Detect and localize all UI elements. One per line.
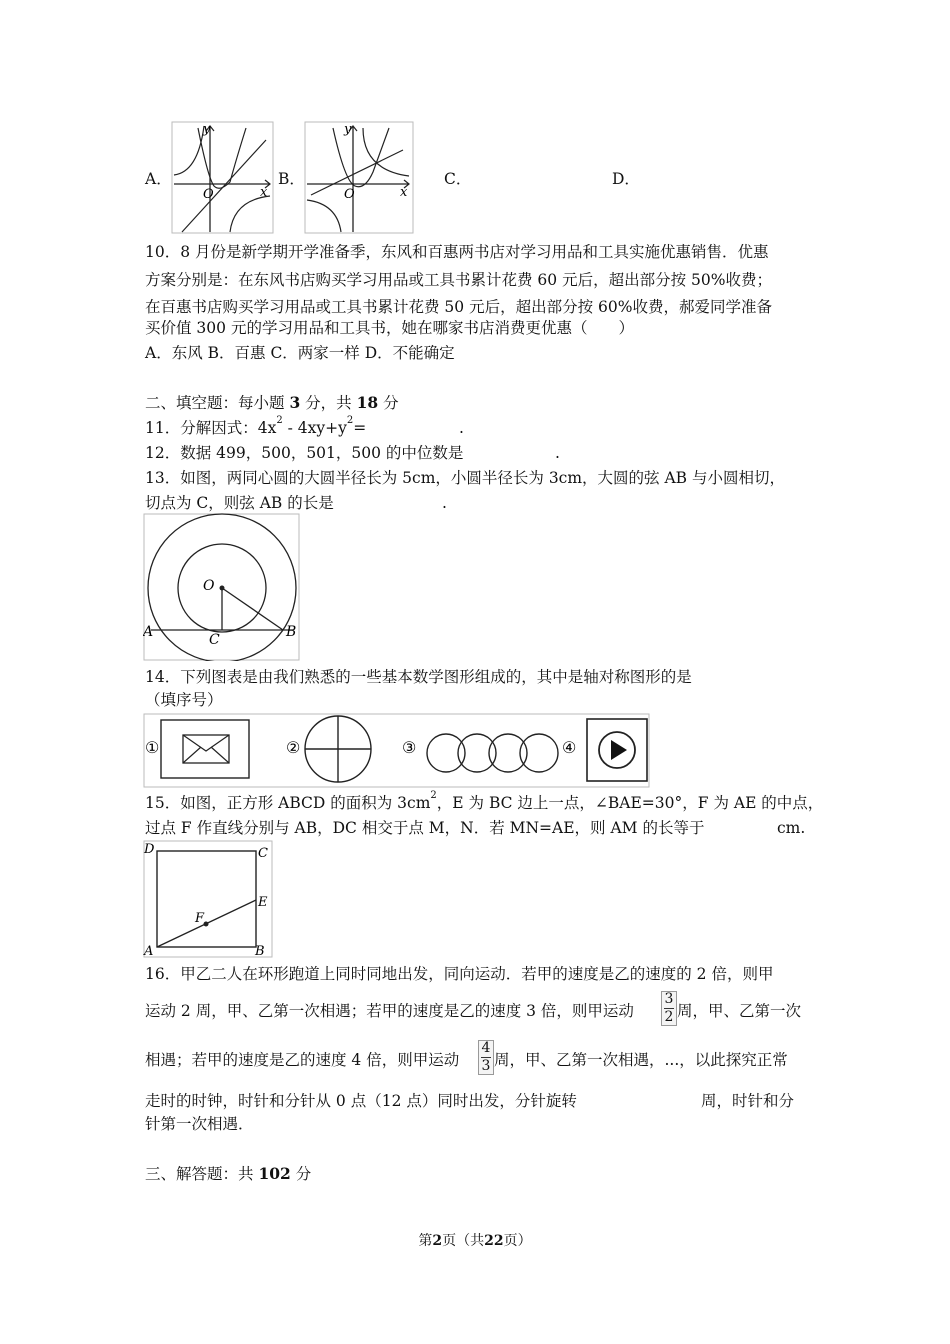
q10-line-1: 10．8 月份是新学期开学准备季，东风和百惠两书店对学习用品和工具实施优惠销售．优惠 xyxy=(145,243,769,261)
q16-line-2-post: 周，甲、乙第一次 xyxy=(677,1002,802,1020)
q16-line-3-post: 周，甲、乙第一次相遇，...，以此探究正常 xyxy=(494,1051,788,1069)
q13-label-b: B xyxy=(286,624,297,640)
q14-label-1: ① xyxy=(145,738,160,757)
q15-line-2: 过点 F 作直线分别与 AB，DC 相交于点 M，N．若 MN=AE，则 AM 的长等于 xyxy=(145,819,705,837)
section-2-heading: 二、填空题：每小题 3 分，共 18 分 xyxy=(145,393,399,412)
q11-text: 11．分解因式：$4x^2 - 4xy+y^2=$ xyxy=(145,415,367,437)
q16-line-4-pre: 走时的时钟，时针和分针从 0 点（12 点）同时出发，分针旋转 xyxy=(145,1092,577,1110)
q10-line-4: 买价值 300 元的学习用品和工具书，她在哪家书店消费更优惠（ ） xyxy=(145,319,634,337)
option-a-label: A． xyxy=(145,170,172,188)
q15-label-b: B xyxy=(255,944,265,958)
q13-end: . xyxy=(442,494,447,512)
q12-text: 12．数据 499，500，501，500 的中位数是 xyxy=(145,444,464,462)
q14-label-2: ② xyxy=(286,738,301,757)
graph-b-o: O xyxy=(344,187,355,202)
q14-label-3: ③ xyxy=(402,738,417,757)
four-rings-icon xyxy=(427,734,558,772)
graph-b-figure xyxy=(303,120,415,235)
q15-label-e: E xyxy=(258,895,268,910)
option-d-label: D． xyxy=(612,170,640,188)
graph-a-x: x xyxy=(260,185,268,200)
q14-line-1: 14．下列图表是由我们熟悉的一些基本数学图形组成的，其中是轴对称图形的是 xyxy=(145,668,692,686)
q16-line-1: 16．甲乙二人在环形跑道上同时同地出发，同向运动．若甲的速度是乙的速度的 2 倍，则甲 xyxy=(145,965,774,983)
graph-b-y: y xyxy=(344,122,352,137)
q15-label-a: A xyxy=(144,944,154,958)
q15-unit: cm. xyxy=(777,819,806,837)
graph-a-y: y xyxy=(203,122,211,137)
page-footer: 第2页（共22页） xyxy=(418,1233,532,1249)
q13-label-c: C xyxy=(209,632,220,648)
q13-label-o: O xyxy=(203,578,215,594)
q15-label-f: F xyxy=(195,911,205,926)
graph-b-x: x xyxy=(400,185,408,200)
q14-figures xyxy=(143,713,650,788)
q14-line-2: （填序号） xyxy=(145,691,223,709)
section-3-heading: 三、解答题：共 102 分 xyxy=(145,1164,312,1183)
graph-a-o: O xyxy=(203,187,214,202)
q10-line-2: 方案分别是：在东风书店购买学习用品或工具书累计花费 60 元后，超出部分按 50%收费； xyxy=(145,271,772,289)
q13-label-a: A xyxy=(143,624,154,640)
q13-circles-figure xyxy=(143,513,300,661)
q15-line-1: 15．如图，正方形 ABCD 的面积为 $3cm^2$，E 为 BC 边上一点，∠BAE=30°，F 为 AE 的中点， xyxy=(145,790,824,812)
q14-label-4: ④ xyxy=(562,738,577,757)
q15-label-c: C xyxy=(258,846,268,861)
q15-square-figure xyxy=(143,840,273,958)
q16-line-3-pre: 相遇；若甲的速度是乙的速度 4 倍，则甲运动 xyxy=(145,1051,460,1069)
graph-a-figure xyxy=(170,120,275,235)
q11-end: . xyxy=(459,419,464,437)
q16-line-4-post: 周，时针和分 xyxy=(701,1092,795,1110)
q16-line-2-pre: 运动 2 周，甲、乙第一次相遇；若甲的速度是乙的速度 3 倍，则甲运动 xyxy=(145,1002,634,1020)
q15-label-d: D xyxy=(144,842,155,857)
option-b-label: B． xyxy=(278,170,305,188)
q12-end: . xyxy=(555,444,560,462)
q14-frame-1 xyxy=(161,720,249,778)
q10-line-3: 在百惠书店购买学习用品或工具书累计花费 50 元后，超出部分按 60%收费，郝爱同学准备 xyxy=(145,298,772,316)
q13-line-2: 切点为 C，则弦 AB 的长是 xyxy=(145,494,334,512)
q10-options: A．东风 B．百惠 C．两家一样 D．不能确定 xyxy=(145,344,455,362)
q16-line-5: 针第一次相遇． xyxy=(145,1115,254,1133)
q13-line-1: 13．如图，两同心圆的大圆半径长为 5cm，小圆半径长为 3cm，大圆的弦 AB 与小圆相切， xyxy=(145,469,785,487)
fraction-4-3: 4 3 xyxy=(478,1040,494,1075)
fraction-3-2: 3 2 xyxy=(661,991,677,1026)
option-c-label: C． xyxy=(444,170,472,188)
